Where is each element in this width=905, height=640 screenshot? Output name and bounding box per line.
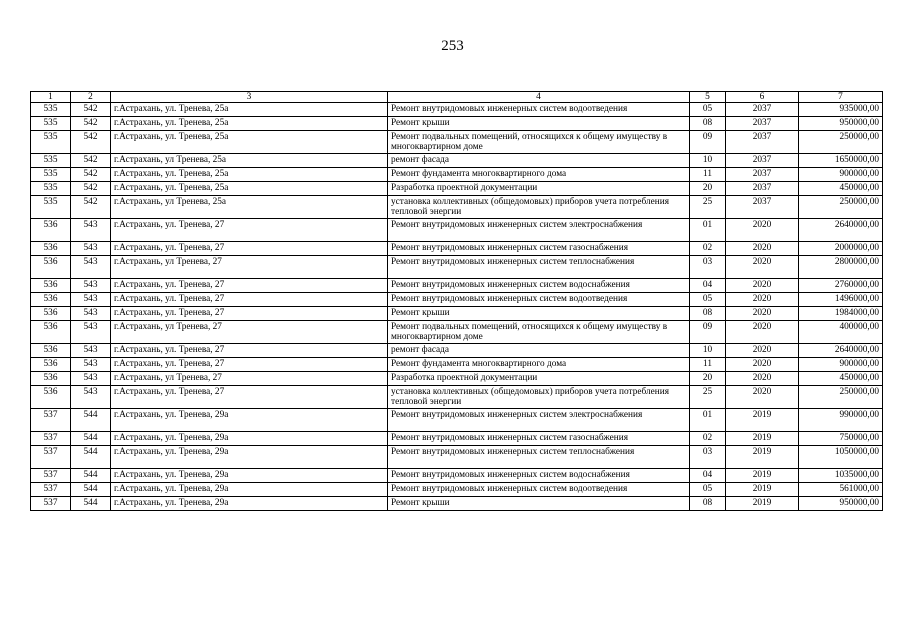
row-number-cell: 535: [31, 154, 71, 168]
work-code-cell: 09: [690, 321, 726, 344]
row-number-cell: 535: [31, 117, 71, 131]
address-cell: г.Астрахань, ул. Тренева, 29а: [111, 409, 388, 432]
row-number-cell: 537: [31, 483, 71, 497]
cost-cell: 400000,00: [799, 321, 883, 344]
year-cell: 2020: [726, 293, 799, 307]
house-number-cell: 543: [71, 344, 111, 358]
work-code-cell: 10: [690, 344, 726, 358]
year-cell: 2037: [726, 131, 799, 154]
work-type-cell: Ремонт внутридомовых инженерных систем водоотведения: [388, 483, 690, 497]
work-type-cell: Ремонт внутридомовых инженерных систем водоснабжения: [388, 279, 690, 293]
row-number-cell: 536: [31, 242, 71, 256]
cost-cell: 950000,00: [799, 497, 883, 511]
work-type-cell: Ремонт внутридомовых инженерных систем электроснабжения: [388, 409, 690, 432]
work-type-cell: ремонт фасада: [388, 344, 690, 358]
column-header: 6: [726, 92, 799, 103]
table-row: [31, 196, 883, 219]
cost-cell: 2760000,00: [799, 279, 883, 293]
table-row: [31, 446, 883, 469]
table-row: [31, 344, 883, 358]
year-cell: 2037: [726, 154, 799, 168]
address-cell: г.Астрахань, ул. Тренева, 25а: [111, 103, 388, 117]
year-cell: 2020: [726, 386, 799, 409]
address-cell: г.Астрахань, ул. Тренева, 27: [111, 293, 388, 307]
house-number-cell: 542: [71, 196, 111, 219]
work-code-cell: 20: [690, 372, 726, 386]
cost-cell: 1050000,00: [799, 446, 883, 469]
house-number-cell: 542: [71, 182, 111, 196]
work-code-cell: 25: [690, 196, 726, 219]
row-number-cell: 535: [31, 182, 71, 196]
cost-cell: 2640000,00: [799, 219, 883, 242]
work-code-cell: 02: [690, 242, 726, 256]
work-code-cell: 25: [690, 386, 726, 409]
table-row: [31, 307, 883, 321]
column-header: 7: [799, 92, 883, 103]
table-row: [31, 497, 883, 511]
cost-cell: 250000,00: [799, 196, 883, 219]
house-number-cell: 542: [71, 154, 111, 168]
year-cell: 2020: [726, 256, 799, 279]
cost-cell: 2800000,00: [799, 256, 883, 279]
house-number-cell: 544: [71, 409, 111, 432]
work-code-cell: 03: [690, 256, 726, 279]
year-cell: 2020: [726, 242, 799, 256]
work-type-cell: Ремонт внутридомовых инженерных систем электроснабжения: [388, 219, 690, 242]
address-cell: г.Астрахань, ул. Тренева, 27: [111, 279, 388, 293]
table-row: [31, 386, 883, 409]
work-type-cell: Ремонт крыши: [388, 117, 690, 131]
year-cell: 2020: [726, 372, 799, 386]
cost-cell: 561000,00: [799, 483, 883, 497]
address-cell: г.Астрахань, ул Тренева, 27: [111, 372, 388, 386]
column-header: 4: [388, 92, 690, 103]
house-number-cell: 543: [71, 358, 111, 372]
cost-cell: 900000,00: [799, 168, 883, 182]
work-type-cell: установка коллективных (общедомовых) приборов учета потребления тепловой энергии: [388, 196, 690, 219]
address-cell: г.Астрахань, ул Тренева, 27: [111, 256, 388, 279]
row-number-cell: 535: [31, 103, 71, 117]
work-code-cell: 01: [690, 219, 726, 242]
row-number-cell: 536: [31, 219, 71, 242]
table-row: [31, 469, 883, 483]
cost-cell: 935000,00: [799, 103, 883, 117]
address-cell: г.Астрахань, ул. Тренева, 29а: [111, 469, 388, 483]
table-row: [31, 182, 883, 196]
table-row: [31, 242, 883, 256]
address-cell: г.Астрахань, ул. Тренева, 29а: [111, 483, 388, 497]
cost-cell: 1984000,00: [799, 307, 883, 321]
work-code-cell: 08: [690, 117, 726, 131]
table-row: [31, 279, 883, 293]
year-cell: 2020: [726, 279, 799, 293]
table-row: [31, 372, 883, 386]
house-number-cell: 544: [71, 446, 111, 469]
house-number-cell: 543: [71, 293, 111, 307]
table-row: [31, 321, 883, 344]
work-type-cell: Ремонт внутридомовых инженерных систем водоотведения: [388, 293, 690, 307]
year-cell: 2020: [726, 321, 799, 344]
address-cell: г.Астрахань, ул. Тренева, 25а: [111, 182, 388, 196]
house-number-cell: 544: [71, 432, 111, 446]
house-number-cell: 544: [71, 497, 111, 511]
address-cell: г.Астрахань, ул Тренева, 25а: [111, 196, 388, 219]
work-code-cell: 05: [690, 483, 726, 497]
work-type-cell: установка коллективных (общедомовых) приборов учета потребления тепловой энергии: [388, 386, 690, 409]
address-cell: г.Астрахань, ул Тренева, 25а: [111, 154, 388, 168]
row-number-cell: 536: [31, 256, 71, 279]
row-number-cell: 537: [31, 469, 71, 483]
cost-cell: 750000,00: [799, 432, 883, 446]
address-cell: г.Астрахань, ул. Тренева, 27: [111, 344, 388, 358]
year-cell: 2020: [726, 307, 799, 321]
house-number-cell: 543: [71, 242, 111, 256]
row-number-cell: 535: [31, 168, 71, 182]
cost-cell: 900000,00: [799, 358, 883, 372]
work-type-cell: Разработка проектной документации: [388, 372, 690, 386]
house-number-cell: 543: [71, 321, 111, 344]
header-row: [31, 92, 883, 103]
table-row: [31, 131, 883, 154]
year-cell: 2037: [726, 168, 799, 182]
row-number-cell: 535: [31, 196, 71, 219]
house-number-cell: 542: [71, 131, 111, 154]
cost-cell: 250000,00: [799, 386, 883, 409]
house-number-cell: 542: [71, 103, 111, 117]
house-number-cell: 542: [71, 168, 111, 182]
work-type-cell: Ремонт внутридомовых инженерных систем газоснабжения: [388, 432, 690, 446]
work-type-cell: Ремонт фундамента многоквартирного дома: [388, 358, 690, 372]
work-type-cell: Ремонт внутридомовых инженерных систем водоотведения: [388, 103, 690, 117]
column-header: 5: [690, 92, 726, 103]
year-cell: 2037: [726, 103, 799, 117]
work-code-cell: 10: [690, 154, 726, 168]
year-cell: 2019: [726, 497, 799, 511]
row-number-cell: 536: [31, 307, 71, 321]
house-number-cell: 544: [71, 483, 111, 497]
year-cell: 2019: [726, 409, 799, 432]
house-number-cell: 543: [71, 372, 111, 386]
address-cell: г.Астрахань, ул. Тренева, 25а: [111, 131, 388, 154]
year-cell: 2020: [726, 358, 799, 372]
cost-cell: 1496000,00: [799, 293, 883, 307]
work-type-cell: Ремонт внутридомовых инженерных систем газоснабжения: [388, 242, 690, 256]
address-cell: г.Астрахань, ул. Тренева, 25а: [111, 117, 388, 131]
table-row: [31, 168, 883, 182]
house-number-cell: 543: [71, 219, 111, 242]
cost-cell: 990000,00: [799, 409, 883, 432]
address-cell: г.Астрахань, ул Тренева, 27: [111, 321, 388, 344]
column-header: 1: [31, 92, 71, 103]
year-cell: 2019: [726, 446, 799, 469]
row-number-cell: 536: [31, 279, 71, 293]
work-code-cell: 05: [690, 293, 726, 307]
work-type-cell: Ремонт крыши: [388, 307, 690, 321]
table-row: [31, 409, 883, 432]
table-row: [31, 483, 883, 497]
row-number-cell: 536: [31, 358, 71, 372]
work-type-cell: Ремонт внутридомовых инженерных систем теплоснабжения: [388, 446, 690, 469]
year-cell: 2037: [726, 196, 799, 219]
work-code-cell: 02: [690, 432, 726, 446]
row-number-cell: 536: [31, 321, 71, 344]
table-row: [31, 103, 883, 117]
cost-cell: 2640000,00: [799, 344, 883, 358]
address-cell: г.Астрахань, ул. Тренева, 27: [111, 358, 388, 372]
work-type-cell: Ремонт крыши: [388, 497, 690, 511]
address-cell: г.Астрахань, ул. Тренева, 27: [111, 307, 388, 321]
work-type-cell: Ремонт внутридомовых инженерных систем водоснабжения: [388, 469, 690, 483]
work-code-cell: 08: [690, 497, 726, 511]
cost-cell: 2000000,00: [799, 242, 883, 256]
table-row: [31, 219, 883, 242]
work-code-cell: 01: [690, 409, 726, 432]
table-row: [31, 432, 883, 446]
year-cell: 2019: [726, 469, 799, 483]
row-number-cell: 536: [31, 344, 71, 358]
row-number-cell: 537: [31, 409, 71, 432]
year-cell: 2020: [726, 344, 799, 358]
column-header: 3: [111, 92, 388, 103]
house-number-cell: 543: [71, 307, 111, 321]
cost-cell: 250000,00: [799, 131, 883, 154]
cost-cell: 450000,00: [799, 182, 883, 196]
work-code-cell: 09: [690, 131, 726, 154]
year-cell: 2037: [726, 117, 799, 131]
address-cell: г.Астрахань, ул. Тренева, 27: [111, 242, 388, 256]
work-code-cell: 04: [690, 469, 726, 483]
column-header: 2: [71, 92, 111, 103]
year-cell: 2019: [726, 432, 799, 446]
row-number-cell: 537: [31, 446, 71, 469]
year-cell: 2037: [726, 182, 799, 196]
address-cell: г.Астрахань, ул. Тренева, 27: [111, 219, 388, 242]
cost-cell: 1650000,00: [799, 154, 883, 168]
work-code-cell: 11: [690, 168, 726, 182]
row-number-cell: 535: [31, 131, 71, 154]
work-type-cell: Ремонт подвальных помещений, относящихся к общему имуществу в многоквартирном доме: [388, 131, 690, 154]
cost-cell: 1035000,00: [799, 469, 883, 483]
table-row: [31, 117, 883, 131]
work-type-cell: Ремонт подвальных помещений, относящихся к общему имуществу в многоквартирном доме: [388, 321, 690, 344]
house-number-cell: 543: [71, 256, 111, 279]
address-cell: г.Астрахань, ул. Тренева, 27: [111, 386, 388, 409]
work-type-cell: ремонт фасада: [388, 154, 690, 168]
address-cell: г.Астрахань, ул. Тренева, 25а: [111, 168, 388, 182]
work-code-cell: 11: [690, 358, 726, 372]
table-row: [31, 256, 883, 279]
work-code-cell: 04: [690, 279, 726, 293]
table-row: [31, 358, 883, 372]
row-number-cell: 536: [31, 386, 71, 409]
house-number-cell: 543: [71, 386, 111, 409]
page-number: 253: [441, 38, 464, 54]
row-number-cell: 536: [31, 293, 71, 307]
row-number-cell: 537: [31, 497, 71, 511]
house-number-cell: 543: [71, 279, 111, 293]
address-cell: г.Астрахань, ул. Тренева, 29а: [111, 446, 388, 469]
work-type-cell: Ремонт фундамента многоквартирного дома: [388, 168, 690, 182]
work-code-cell: 05: [690, 103, 726, 117]
work-code-cell: 08: [690, 307, 726, 321]
table-row: [31, 293, 883, 307]
repair-schedule-table: [30, 91, 883, 511]
year-cell: 2019: [726, 483, 799, 497]
table-row: [31, 154, 883, 168]
house-number-cell: 544: [71, 469, 111, 483]
work-type-cell: Разработка проектной документации: [388, 182, 690, 196]
cost-cell: 950000,00: [799, 117, 883, 131]
house-number-cell: 542: [71, 117, 111, 131]
year-cell: 2020: [726, 219, 799, 242]
table-body: [31, 103, 883, 511]
work-type-cell: Ремонт внутридомовых инженерных систем теплоснабжения: [388, 256, 690, 279]
address-cell: г.Астрахань, ул. Тренева, 29а: [111, 432, 388, 446]
cost-cell: 450000,00: [799, 372, 883, 386]
work-code-cell: 03: [690, 446, 726, 469]
row-number-cell: 537: [31, 432, 71, 446]
address-cell: г.Астрахань, ул. Тренева, 29а: [111, 497, 388, 511]
row-number-cell: 536: [31, 372, 71, 386]
work-code-cell: 20: [690, 182, 726, 196]
